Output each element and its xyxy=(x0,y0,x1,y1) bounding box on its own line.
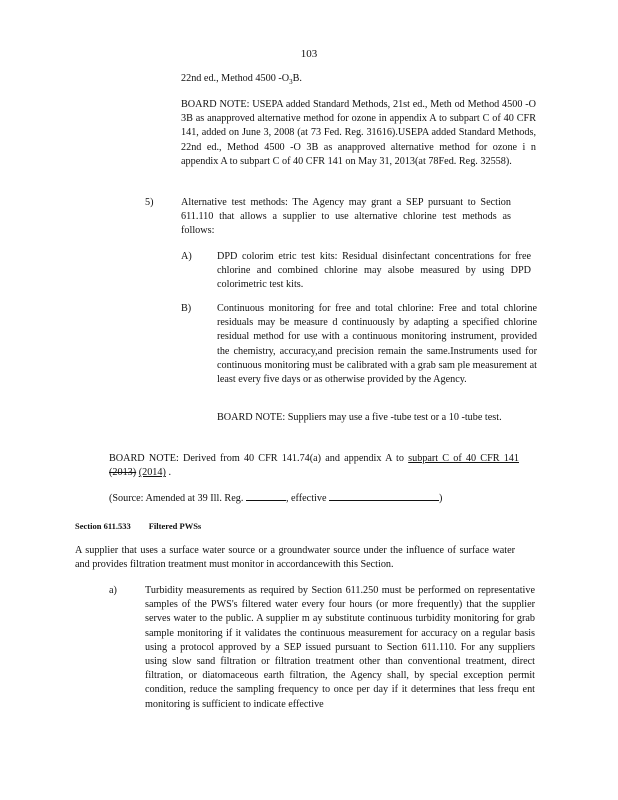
item-5-label: 5) xyxy=(145,197,154,208)
source-prefix: (Source: Amended at 39 Ill. Reg. xyxy=(109,493,244,504)
method-line-end: B. xyxy=(292,73,302,84)
board-note-derived xyxy=(109,452,519,480)
board-note-derived-underlined: subpart C of 40 CFR 141 xyxy=(408,453,519,464)
source-end: ) xyxy=(439,493,443,504)
board-note-derived-struck: (2013) xyxy=(109,467,137,479)
method-line-subscript: 3 xyxy=(289,78,293,87)
section-title: Filtered PWSs xyxy=(148,521,202,531)
intro-paragraph: A supplier that uses a surface water source or a groundwater source under the influence of surface water and provides filtration treatment must monitor in accordancewith this Section. xyxy=(75,545,515,571)
item-b-text: Continuous monitoring for free and total chlorine: Free and total chlorine residuals may be measure d continuously by adapting a specified chlorine residual method for use with a continuous monitoring instrument, provided the chemistry, accuracy,and precision remain the same.Instruments used for continuous monitoring must be calibrated with a grab sam ple measurement at least every five days or as otherwise provided by the Agency. xyxy=(217,303,537,386)
item-b-label: B) xyxy=(181,303,192,314)
item-b-board-note: BOARD NOTE: Suppliers may use a five -tube test or a 10 -tube test. xyxy=(217,412,502,423)
source-blank-reg xyxy=(246,491,286,501)
source-middle: , effective xyxy=(285,493,327,504)
board-note-ozone: BOARD NOTE: USEPA added Standard Methods, 21st ed., Meth od Method 4500 -O 3B as anapproved alternative method for ozone in appendix A to subpart C of 40 CFR 141, added on June 3, 2008 (at 73 Fed. Reg. 31616).USEPA added Standard Methods, 22nd ed., Method 4500 -O 3B as anapproved alternative method for ozone i n appendix A to subpart C of 40 CFR 141 on May 31, 2013(at 78Fed. Reg. 32558). xyxy=(181,99,536,167)
board-note-derived-text: BOARD NOTE: Derived from 40 CFR 141.74(a) and appendix A to xyxy=(109,453,409,464)
section-header xyxy=(75,519,375,533)
source-blank-effective xyxy=(329,491,439,501)
board-note-derived-inserted: (2014) xyxy=(138,467,166,479)
source-line xyxy=(109,491,529,506)
item-lower-a-label: a) xyxy=(109,585,117,596)
item-a-label: A) xyxy=(181,251,192,262)
method-line xyxy=(181,72,541,89)
method-line-text: 22nd ed., Method 4500 -O xyxy=(181,73,290,84)
board-note-derived-end: . xyxy=(168,467,171,479)
item-a-text: DPD colorim etric test kits: Residual disinfectant concentrations for free chlorine and combined chlorine may alsobe measured by using DPD colorimetric test kits. xyxy=(217,251,531,291)
item-lower-a-text: Turbidity measurements as required by Section 611.250 must be performed on representative samples of the PWS's filtered water every four hours (or more frequently) that the supplier serves water to the public. A supplier m ay substitute continuous turbidity monitoring for grab sample monitoring if it validates the continuous measurement for accuracy on a regular basis using a protocol approved by a SEP issued pursuant to Section 611.110. For any suppliers using slow sand filtration or filtration treatment other than conventional treatment, direct filtration, or diatomaceous earth filtration, the Agency shall, by special exception permit condition, reduce the sampling frequency to once per day if it determines that less frequ ent monitoring is sufficient to indicate effective xyxy=(145,585,535,710)
page-number: 103 xyxy=(300,48,318,60)
item-5-text: Alternative test methods: The Agency may grant a SEP pursuant to Section 611.110 that allows a supplier to use alternative chlorine test methods as follows: xyxy=(181,197,511,237)
section-number: Section 611.533 xyxy=(75,521,131,531)
